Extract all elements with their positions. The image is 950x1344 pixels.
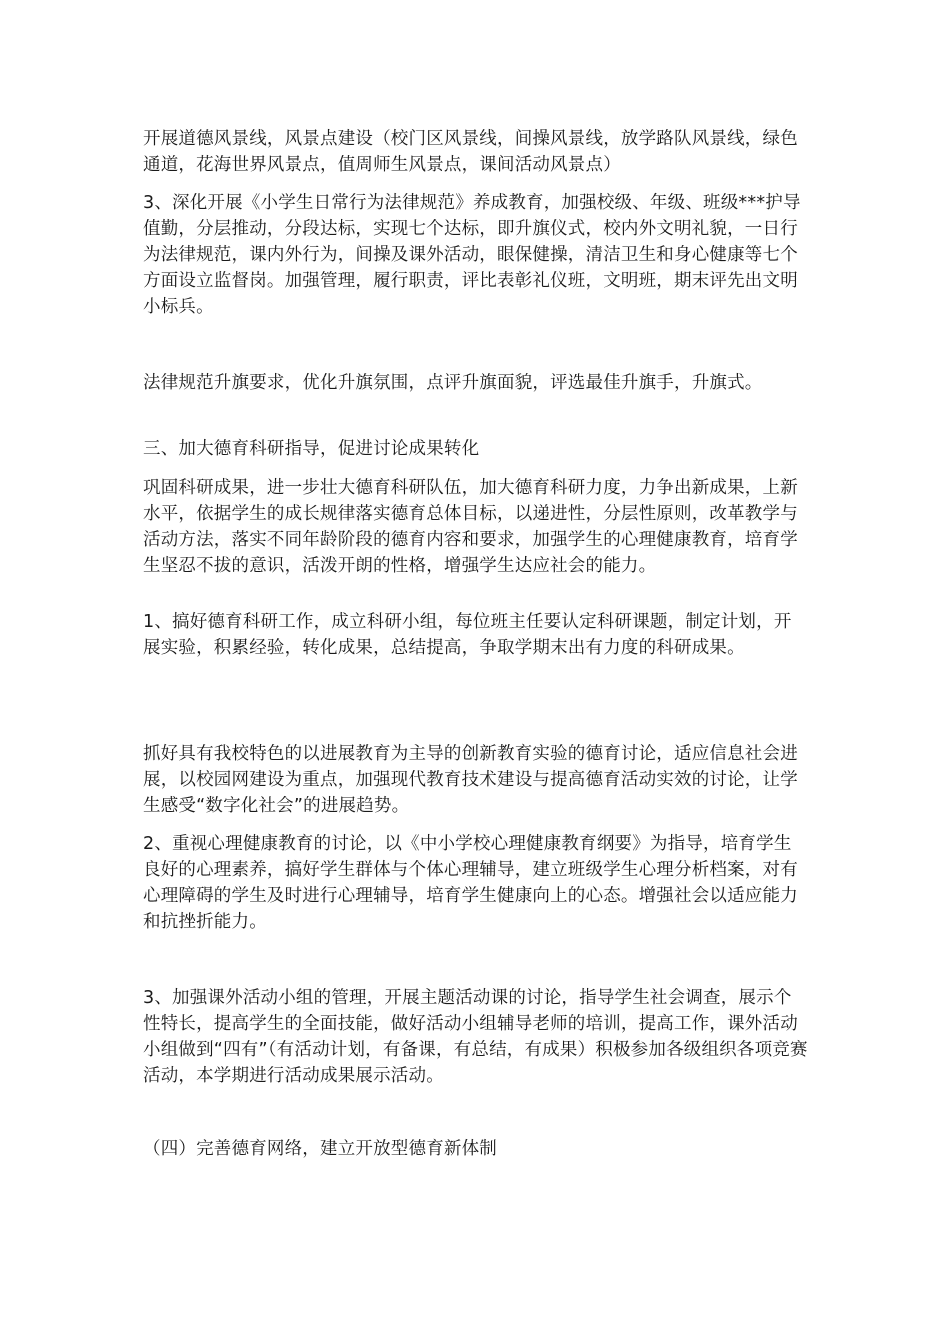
paragraph-research-results: 巩固科研成果，进一步壮大德育科研队伍，加大德育科研力度，力争出新成果，上新水平，依据学生的成长规律落实德育总体目标，以递进性，分层性原则，改革教学与活动方法，落实不同年龄阶段的德育内容和要求，加强学生的心理健康教育，培育学生坚忍不拔的意识，活泼开朗的性格，增强学生达应社会的能力。 bbox=[143, 478, 798, 576]
paragraph-mental-health: 2、重视心理健康教育的讨论，以《中小学校心理健康教育纲要》为指导，培育学生良好的心理素养，搞好学生群体与个体心理辅导，建立班级学生心理分析档案，对有心理障碍的学生及时进行心理辅导，培育学生健康向上的心态。增强社会以适应能力和抗挫折能力。 bbox=[143, 834, 798, 932]
paragraph-research-work: 1、搞好德育科研工作，成立科研小组，每位班主任要认定科研课题，制定计划，开展实验，积累经验，转化成果，总结提高，争取学期末出有力度的科研成果。 bbox=[143, 612, 792, 658]
section-heading-research: 三、加大德育科研指导，促进讨论成果转化 bbox=[143, 439, 480, 459]
paragraph-behavior-norms: 3、深化开展《小学生日常行为法律规范》养成教育，加强校级、年级、班级***护导值勤，分层推动，分段达标，实现七个达标，即升旗仪式，校内外文明礼貌，一日行为法律规范，课内外行为，间操及课外活动，眼保健操，清洁卫生和身心健康等七个方面设立监督岗。加强管理，履行职责，评比表彰礼仪班，文明班，期末评先出文明小标兵。 bbox=[143, 193, 801, 317]
paragraph-scenery-line: 开展道德风景线，风景点建设（校门区风景线，间操风景线，放学路队风景线，绿色通道，花海世界风景点，值周师生风景点，课间活动风景点） bbox=[143, 129, 798, 175]
paragraph-innovation-education: 抓好具有我校特色的以进展教育为主导的创新教育实验的德育讨论，适应信息社会进展，以校园网建设为重点，加强现代教育技术建设与提高德育活动实效的讨论，让学生感受“数字化社会”的进展趋势。 bbox=[143, 744, 798, 816]
section-heading-network: （四）完善德育网络，建立开放型德育新体制 bbox=[143, 1139, 497, 1159]
paragraph-extracurricular: 3、加强课外活动小组的管理，开展主题活动课的讨论，指导学生社会调查，展示个性特长，提高学生的全面技能，做好活动小组辅导老师的培训，提高工作，课外活动小组做到“四有”（有活动计划，有备课，有总结，有成果）积极参加各级组织各项竞赛活动，本学期进行活动成果展示活动。 bbox=[143, 988, 808, 1086]
paragraph-flag-raising: 法律规范升旗要求，优化升旗氛围，点评升旗面貌，评选最佳升旗手，升旗式。 bbox=[143, 373, 763, 393]
